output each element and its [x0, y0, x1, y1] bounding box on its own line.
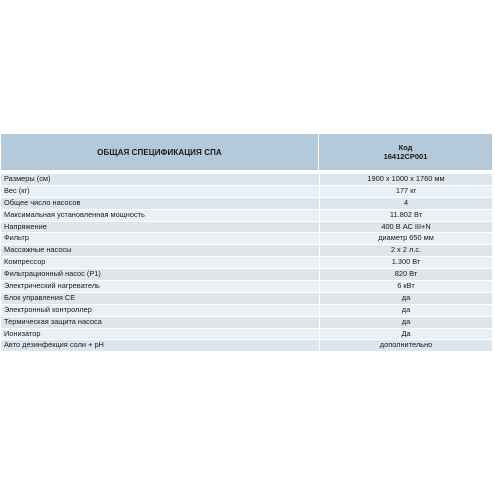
- row-label: Общее число насосов: [4, 197, 81, 207]
- row-label: Фильтр: [4, 233, 29, 243]
- row-value: да: [319, 293, 492, 304]
- row-label: Размеры (см): [4, 174, 51, 183]
- row-label: Компрессор: [4, 257, 46, 267]
- table-title: ОБЩАЯ СПЕЦИФИКАЦИЯ СПА: [97, 147, 222, 157]
- row-value: 1.300 Вт: [319, 257, 492, 268]
- table-row: [1, 197, 492, 209]
- row-value: 820 Вт: [319, 269, 492, 280]
- table-row: [1, 339, 492, 351]
- table-row: [1, 292, 492, 304]
- row-label: Электрический нагреватель: [4, 281, 100, 291]
- table-row: [1, 328, 492, 340]
- table-row: [1, 221, 492, 233]
- table-row: [1, 185, 492, 197]
- row-label: Массажные насосы: [4, 245, 72, 255]
- table-row: [1, 316, 492, 328]
- spec-table: [1, 134, 492, 351]
- row-label: Термическая защита насоса: [4, 316, 102, 326]
- row-value: 6 кВт: [319, 281, 492, 292]
- row-label: Напряжение: [4, 221, 47, 231]
- table-row: [1, 268, 492, 280]
- row-label: Блок управления СЕ: [4, 292, 76, 302]
- row-value: да: [319, 305, 492, 316]
- table-row: [1, 232, 492, 244]
- row-label: Ионизатор: [4, 328, 41, 338]
- row-value: 4: [319, 198, 492, 209]
- code-header: [318, 134, 492, 170]
- table-row: [1, 209, 492, 221]
- row-value: диаметр 650 мм: [319, 233, 492, 244]
- table-header: [1, 134, 492, 170]
- table-body: [1, 173, 492, 351]
- row-value: Да: [319, 329, 492, 340]
- code-label: Код: [398, 143, 413, 152]
- code-value: 16412CP001: [383, 152, 428, 161]
- row-value: 177 кг: [319, 186, 492, 197]
- table-row: [1, 304, 492, 316]
- row-value: 11.802 Вт: [319, 210, 492, 221]
- row-value: 400 В АС III+N: [319, 222, 492, 233]
- row-label: Авто дезинфекция соли + pH: [4, 340, 104, 350]
- row-value: да: [319, 317, 492, 328]
- table-row: [1, 280, 492, 292]
- table-row: [1, 173, 492, 185]
- table-row: [1, 256, 492, 268]
- row-label: Максимальная установленная мощность: [4, 209, 145, 219]
- row-value: дополнительно: [319, 340, 492, 351]
- table-row: [1, 244, 492, 256]
- row-label: Фильтрационный насос (P1): [4, 269, 101, 279]
- row-label: Электронный контроллер: [4, 304, 92, 314]
- row-label: Вес (кг): [4, 185, 30, 195]
- row-value: 1900 x 1000 x 1760 мм: [319, 174, 492, 185]
- row-value: 2 x 2 л.с.: [319, 245, 492, 256]
